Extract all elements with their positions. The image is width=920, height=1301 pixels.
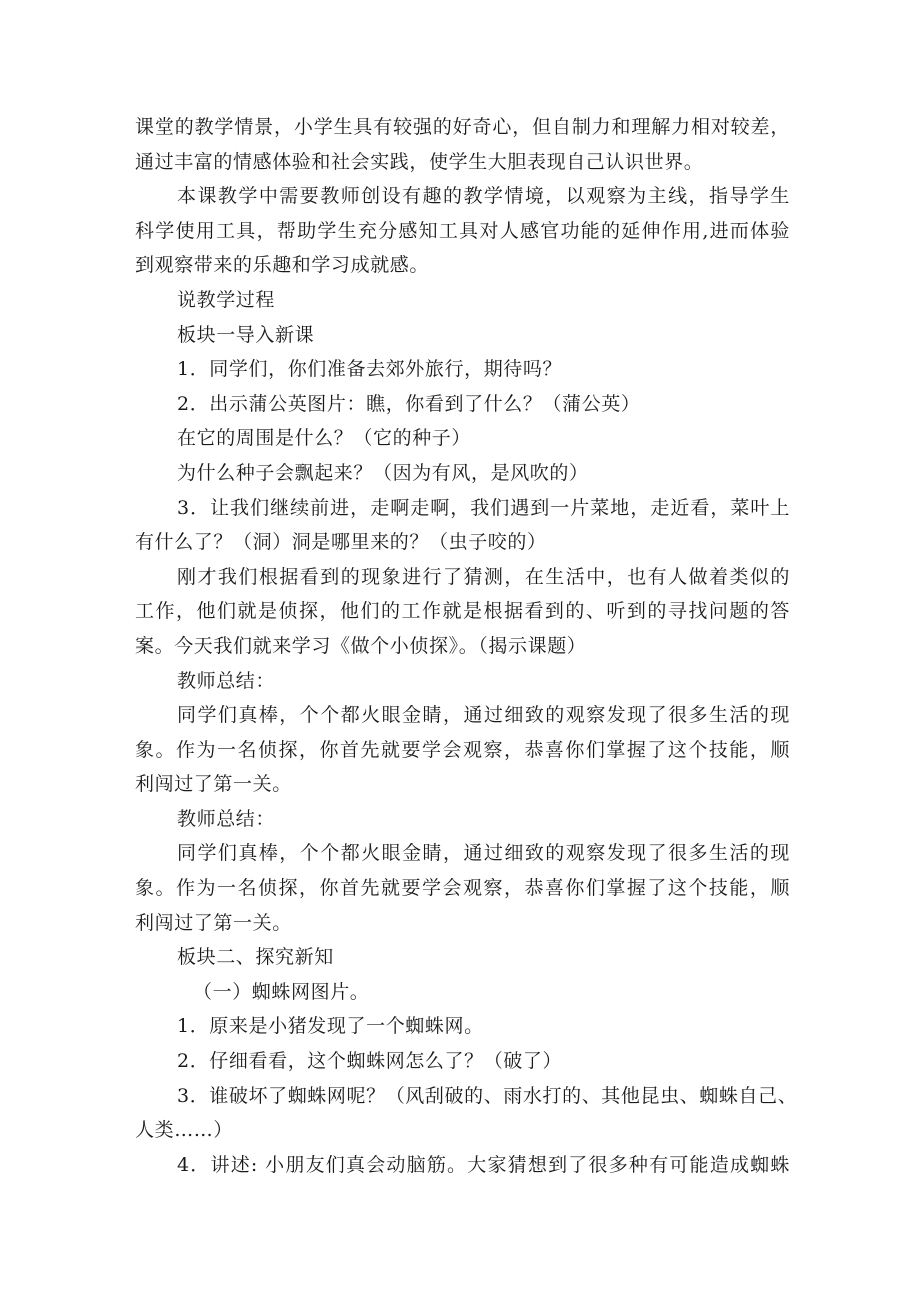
section-heading: 板块二、探究新知 [177,946,334,969]
paragraph-line: 通过丰富的情感体验和社会实践，使学生大胆表现自己认识世界。 [135,150,704,173]
paragraph-line: 案。今天我们就来学习《做个小侦探》。（揭示课题） [135,634,587,657]
list-item: 1．原来是小猪发现了一个蜘蛛网。 [177,1015,484,1038]
paragraph-line: 象。作为一名侦探，你首先就要学会观察，恭喜你们掌握了这个技能，顺 [135,877,790,900]
list-item: 3．谁破坏了蜘蛛网呢？（风刮破的、雨水打的、其他昆虫、蜘蛛自己、 [177,1084,798,1107]
section-heading: 教师总结： [177,807,276,830]
paragraph-line: 本课教学中需要教师创设有趣的教学情境，以观察为主线，指导学生 [177,185,790,208]
list-item: 2．出示蒲公英图片：瞧，你看到了什么？（蒲公英） [177,392,641,415]
paragraph-line: 在它的周围是什么？（它的种子） [177,427,472,450]
paragraph-line: 科学使用工具，帮助学生充分感知工具对人感官功能的延伸作用,进而体验 [135,219,790,242]
paragraph-line: 利闯过了第一关。 [135,773,292,796]
subsection-heading: （一）蜘蛛网图片。 [193,980,370,1003]
paragraph-line: 有什么了？（洞）洞是哪里来的？（虫子咬的） [135,531,547,554]
list-item: 1．同学们，你们准备去郊外旅行，期待吗？ [177,358,563,381]
paragraph-line: 利闯过了第一关。 [135,911,292,934]
paragraph-line: 人类……） [135,1119,234,1142]
paragraph-line: 工作，他们就是侦探，他们的工作就是根据看到的、听到的寻找问题的答 [135,600,790,623]
paragraph-line: 同学们真棒，个个都火眼金睛，通过细致的观察发现了很多生活的现 [177,704,790,727]
list-item: 2．仔细看看，这个蜘蛛网怎么了？（破了） [177,1050,563,1073]
paragraph-line: 象。作为一名侦探，你首先就要学会观察，恭喜你们掌握了这个技能，顺 [135,738,790,761]
paragraph-line: 刚才我们根据看到的现象进行了猜测，在生活中，也有人做着类似的 [177,565,790,588]
section-heading: 板块一导入新课 [177,323,315,346]
section-heading: 教师总结： [177,669,276,692]
paragraph-line: 课堂的教学情景，小学生具有较强的好奇心，但自制力和理解力相对较差， [135,116,790,138]
paragraph-line: 到观察带来的乐趣和学习成就感。 [135,254,430,277]
document-body [135,110,798,1182]
paragraph-line: 同学们真棒，个个都火眼金睛，通过细致的观察发现了很多生活的现 [177,842,790,865]
paragraph-line: 为什么种子会飘起来？（因为有风，是风吹的） [177,461,589,484]
section-heading: 说教学过程 [177,288,276,311]
list-item: 3．让我们继续前进，走啊走啊，我们遇到一片菜地，走近看，菜叶上 [177,496,790,519]
list-item: 4．讲述: 小朋友们真会动脑筋。大家猜想到了很多种有可能造成蜘蛛 [177,1153,790,1176]
